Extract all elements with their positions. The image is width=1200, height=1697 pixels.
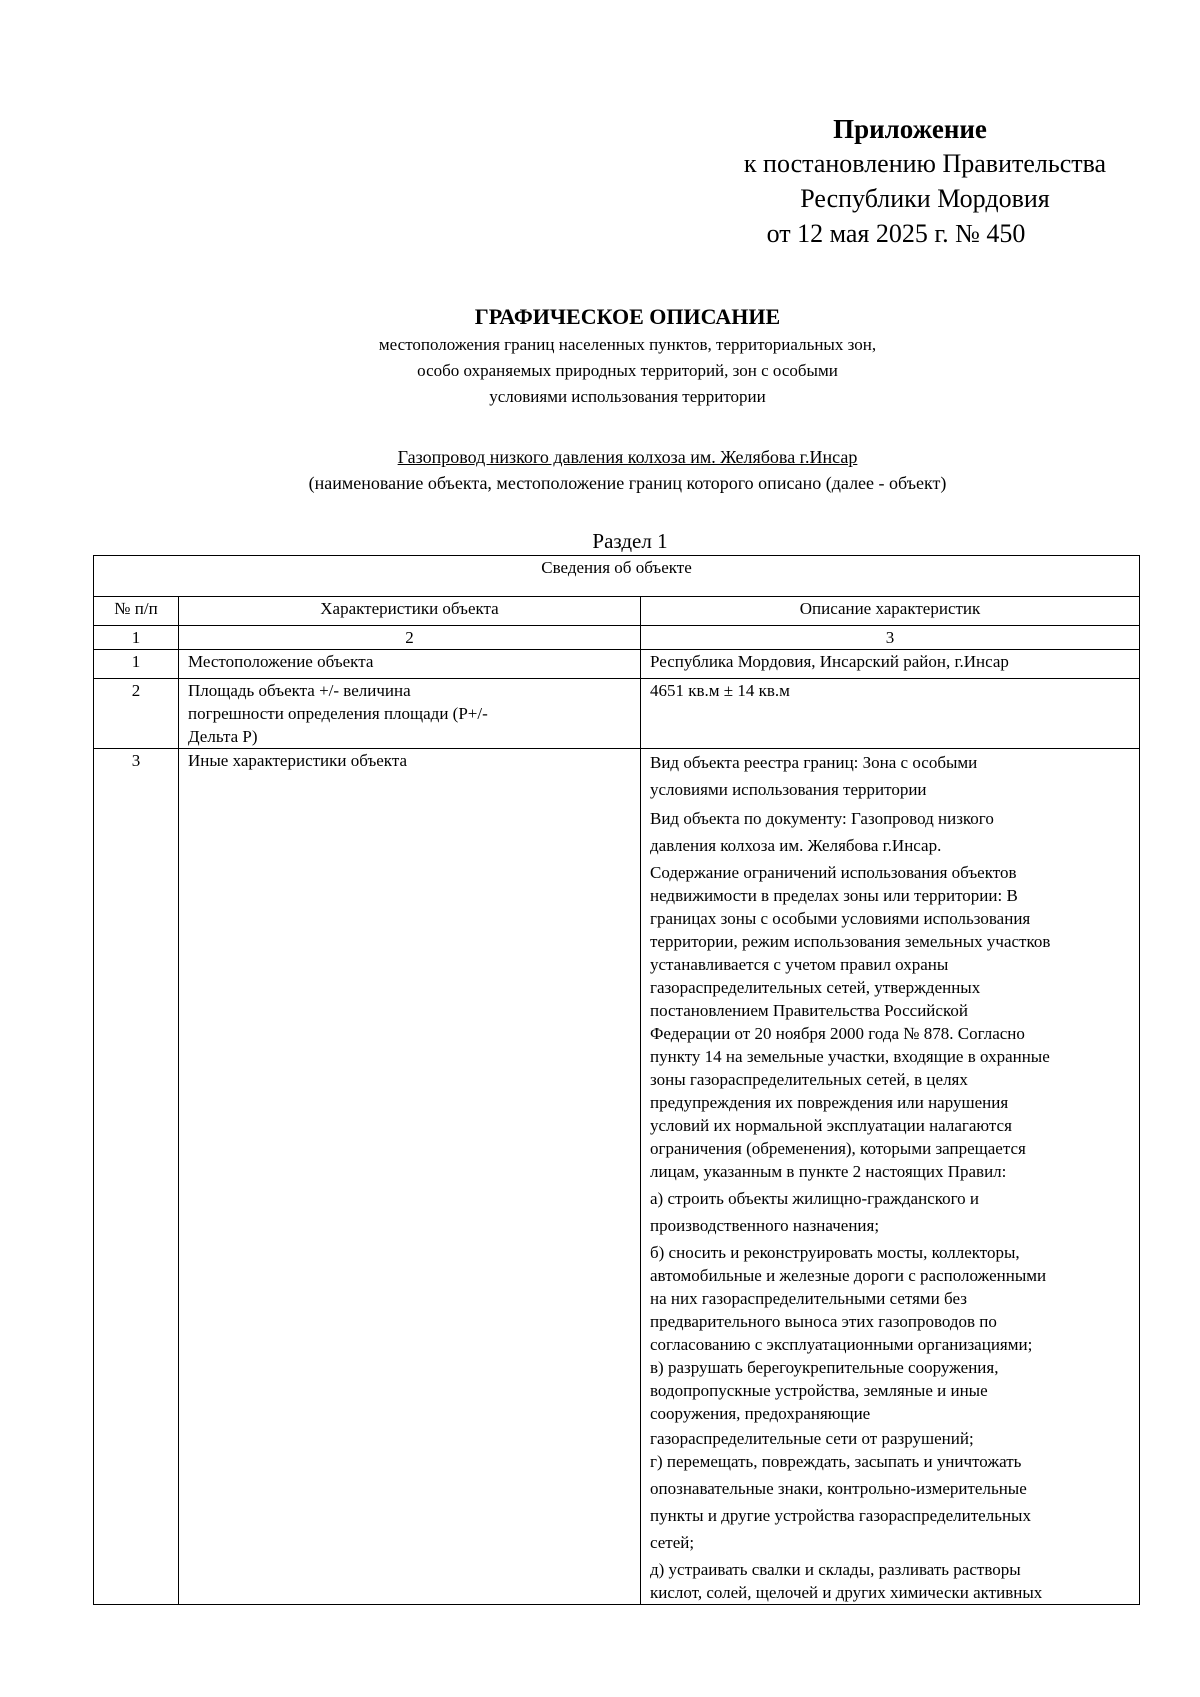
row-number: 1 [94,650,179,679]
description-line: предварительного выноса этих газопроводов по [650,1312,997,1331]
header-number: № п/п [94,597,179,626]
characteristic-line: Площадь объекта +/- величина [188,681,411,700]
characteristic-line: погрешности определения площади (Р+/- [188,704,488,723]
document-title: ГРАФИЧЕСКОЕ ОПИСАНИЕ [474,304,781,329]
description-line: г) перемещать, повреждать, засыпать и уничтожать [650,1452,1022,1471]
appendix-line-1: к постановлению Правительства [743,149,1107,178]
description-line: сооружения, предохраняющие [650,1404,871,1423]
column-number-2: 2 [179,626,641,650]
section-title: Раздел 1 [592,529,668,553]
description-paragraph [650,1185,1130,1239]
description-line: предупреждения их повреждения или нарушения [650,1093,1009,1112]
document-subtitle-1: местоположения границ населенных пунктов, территориальных зон, [378,335,877,354]
description-line: на них газораспределительными сетями без [650,1289,967,1308]
header-characteristics: Характеристики объекта [179,597,641,626]
document-subtitle-2: особо охраняемых природных территорий, зон с особыми [417,361,838,380]
description-paragraph [650,861,1130,1183]
object-info-table [93,555,1140,1605]
description-paragraph [650,1241,1130,1425]
document-subtitle-3: условиями использования территории [489,387,766,406]
row-characteristic: Иные характеристики объекта [179,749,641,1605]
description-paragraph [650,1427,1130,1473]
description-line: производственного назначения; [650,1216,880,1235]
description-line: постановлением Правительства Российской [650,1001,968,1020]
description-line: лицам, указанным в пункте 2 настоящих Правил: [650,1162,1007,1181]
description-line: в) разрушать берегоукрепительные сооружения, [650,1358,999,1377]
characteristic-line: Дельта Р) [188,727,258,746]
table-title: Сведения об объекте [94,556,1140,597]
description-line: б) сносить и реконструировать мосты, коллекторы, [650,1243,1020,1262]
column-number-1: 1 [94,626,179,650]
row-number: 2 [94,679,179,749]
description-paragraph [650,1475,1130,1556]
table-row [94,679,1140,749]
description-line: Вид объекта по документу: Газопровод низкого [650,809,994,828]
description-line: Содержание ограничений использования объектов [650,863,1017,882]
object-block [0,444,1200,496]
description-line: недвижимости в пределах зоны или территории: В [650,886,1018,905]
row-number: 3 [94,749,179,1605]
table-row [94,749,1140,1605]
column-number-row [94,626,1140,650]
row-characteristic: Местоположение объекта [179,650,641,679]
description-paragraph [650,1558,1130,1604]
header-description: Описание характеристик [641,597,1140,626]
appendix-date-number: от 12 мая 2025 г. № 450 [766,219,1026,248]
column-number-3: 3 [641,626,1140,650]
description-line: устанавливается с учетом правил охраны [650,955,949,974]
description-line: давления колхоза им. Желябова г.Инсар. [650,836,942,855]
description-line: а) строить объекты жилищно-гражданского и [650,1189,980,1208]
description-line: согласованию с эксплуатационными организациями; [650,1335,1033,1354]
description-line: опознавательные знаки, контрольно-измерительные [650,1479,1027,1498]
row-description: 4651 кв.м ± 14 кв.м [641,679,1140,749]
description-line: д) устраивать свалки и склады, разливать растворы [650,1560,1021,1579]
description-line: территории, режим использования земельных участков [650,932,1051,951]
description-line: Вид объекта реестра границ: Зона с особыми [650,753,978,772]
description-paragraph [650,749,1130,803]
table-row [94,650,1140,679]
description-line: ограничения (обременения), которыми запрещается [650,1139,1026,1158]
description-line: пункты и другие устройства газораспределительных [650,1506,1031,1525]
description-line: условиями использования территории [650,780,927,799]
description-paragraph [650,805,1130,859]
description-line: водопропускные устройства, земляные и иные [650,1381,988,1400]
description-line: Федерации от 20 ноября 2000 года № 878. Согласно [650,1024,1025,1043]
appendix-title: Приложение [833,114,987,144]
object-caption: (наименование объекта, местоположение границ которого описано (далее - объект) [308,473,947,493]
appendix-line-2: Республики Мордовия [800,184,1050,213]
description-line: кислот, солей, щелочей и других химически активных [650,1583,1043,1602]
row-description [641,749,1140,1605]
table-header-row [94,597,1140,626]
document-heading [0,302,1200,410]
appendix-block [700,112,1150,251]
object-name: Газопровод низкого давления колхоза им. Желябова г.Инсар [397,447,858,467]
description-line: пункту 14 на земельные участки, входящие в охранные [650,1047,1050,1066]
row-description: Республика Мордовия, Инсарский район, г.Инсар [641,650,1140,679]
description-line: сетей; [650,1533,695,1552]
description-line: газораспределительных сетей, утвержденных [650,978,981,997]
description-line: зоны газораспределительных сетей, в целях [650,1070,968,1089]
description-line: газораспределительные сети от разрушений; [650,1429,974,1448]
row-characteristic [179,679,641,749]
description-line: условий их нормальной эксплуатации налагаются [650,1116,1012,1135]
description-line: границах зоны с особыми условиями использования [650,909,1031,928]
description-line: автомобильные и железные дороги с расположенными [650,1266,1047,1285]
